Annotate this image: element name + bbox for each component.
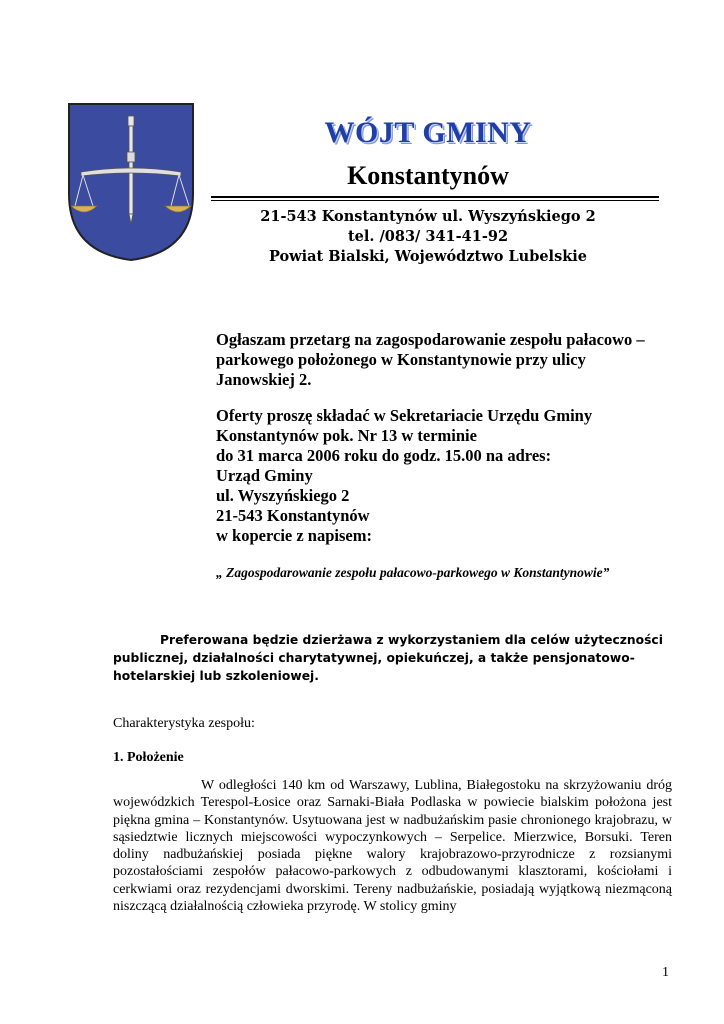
municipality-name: Konstantynów <box>347 161 509 190</box>
instruction-line: w kopercie z napisem: <box>216 526 372 545</box>
header-divider <box>211 196 659 198</box>
office-title: WÓJT GMINY <box>324 116 532 149</box>
preference-paragraph <box>113 631 675 685</box>
location-paragraph <box>113 777 672 915</box>
header-divider-thin <box>211 200 659 201</box>
section-heading: 1. Położenie <box>113 750 184 765</box>
characteristics-heading: Charakterystyka zespołu: <box>113 716 255 731</box>
page-number: 1 <box>662 965 669 980</box>
instruction-line: ul. Wyszyńskiego 2 <box>216 486 350 505</box>
address-line: 21-543 Konstantynów ul. Wyszyńskiego 2 <box>260 208 596 225</box>
preference-text: Preferowana będzie dzierżawa z wykorzystaniem dla celów użyteczności publicznej, działalności charytatywnej, opiekuńczej, a także pensjonatowo-hotelarskiej lub szkoleniowej. <box>113 633 663 683</box>
instruction-line: Oferty proszę składać w Sekretariacie Urzędu Gminy <box>216 406 593 425</box>
announcement-paragraph: Ogłaszam przetarg na zagospodarowanie zespołu pałacowo – parkowego położonego w Konstantynowie przy ulicy Janowskiej 2. <box>216 330 645 389</box>
instruction-line: Urząd Gminy <box>216 466 313 485</box>
envelope-inscription: „ Zagospodarowanie zespołu pałacowo-parkowego w Konstantynowie” <box>216 565 610 580</box>
instruction-line: Konstantynów pok. Nr 13 w terminie <box>216 426 477 445</box>
coat-of-arms-icon <box>67 102 195 262</box>
phone-line: tel. /083/ 341-41-92 <box>347 228 509 245</box>
instruction-line: 21-543 Konstantynów <box>216 506 370 525</box>
district-line: Powiat Bialski, Województwo Lubelskie <box>268 248 588 265</box>
submission-instructions <box>216 406 666 546</box>
location-text: W odległości 140 km od Warszawy, Lublina, Białegostoku na skrzyżowaniu dróg wojewódzkich Terespol-Łosice oraz Sarnaki-Biała Podlaska w powiecie bialskim położona jest piękna gmina – Konstantynów. Usytuowana jest w nadbużańskim pasie chronionego krajobrazu, w sąsiedztwie licznych miejscowości wypoczynkowych – Serpelice. Mierzwice, Borsuki. Teren doliny nadbużańskiej posiada piękne walory krajobrazowo-przyrodnicze z rozsianymi pozostałościami zespołów pałacowo-parkowych z odbudowanymi klasztorami, kościołami i cerkwiami oraz rezydencjami dworskimi. Tereny nadbużańskie, posiadają wyjątkową niezmąconą niszczącą działalnością człowieka przyrodę. W stolicy gminy <box>113 778 672 915</box>
instruction-line: do 31 marca 2006 roku do godz. 15.00 na adres: <box>216 446 552 465</box>
